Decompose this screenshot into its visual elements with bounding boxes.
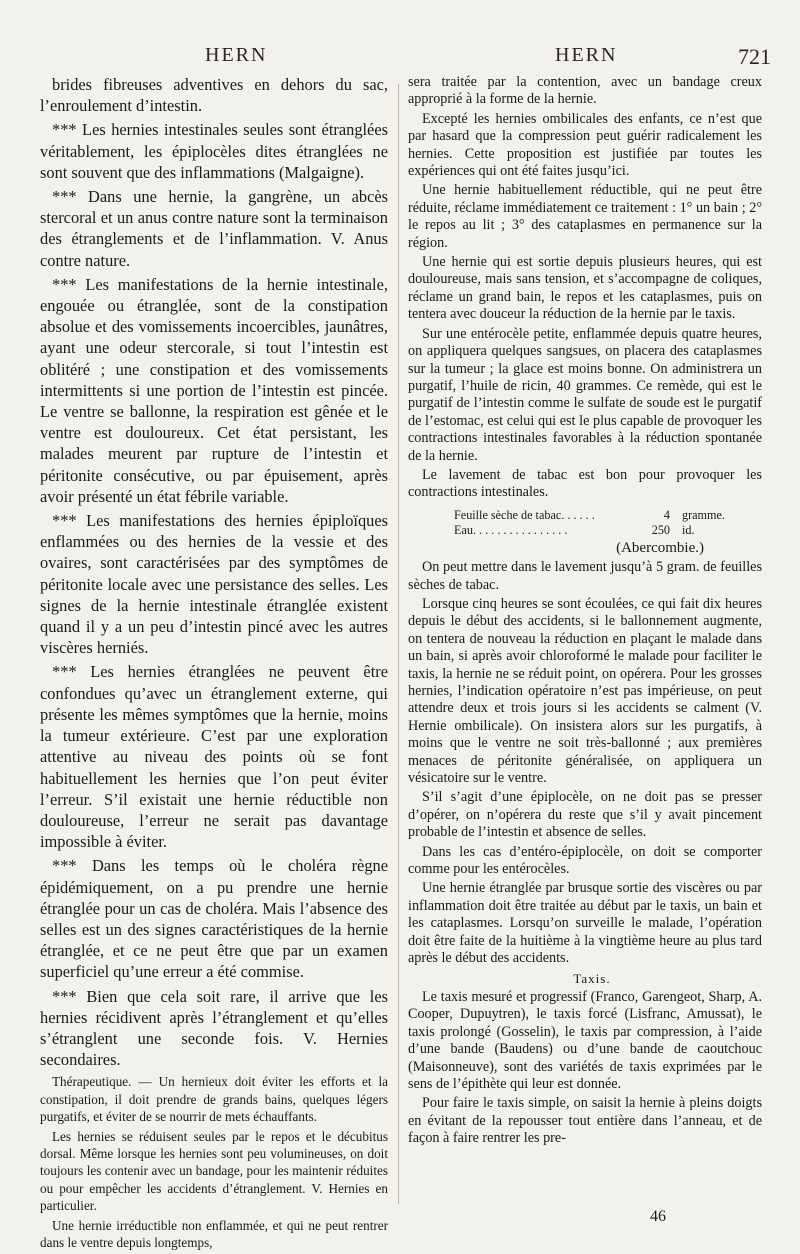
paragraph: Le taxis mesuré et progressif (Franco, Garengeot, Sharp, A. Cooper, Dupuytren), le taxis forcé (Lisfranc, Amussat), le taxis prolongé (Gosselin), le taxis par compression, à l’aide d’une bande (Baudens) ou d’une bande de caoutchouc (Maisonneuve), sont des variétés de taxis exprimées par le sens de l’épithète qui leur est donnée. [408, 988, 762, 1092]
paragraph: On peut mettre dans le lavement jusqu’à 5 gram. de feuilles sèches de tabac. [408, 559, 762, 593]
paragraph: Les hernies se réduisent seules par le repos et le décubitus dorsal. Même lorsque les hernies sont peu volumineuses, on doit toujours les contenir avec un bandage, pour les maintenir réduites ou pour empêcher les accidents d’étranglement. V. Hernies en particulier. [40, 1128, 388, 1213]
paragraph: *** Bien que cela soit rare, il arrive que les hernies récidivent après l’étranglement et qu’elles s’étranglent une seconde fois. V. Hernies secondaires. [40, 986, 388, 1070]
column-divider [398, 84, 399, 1204]
paragraph: Une hernie qui est sortie depuis plusieurs heures, qui est douloureuse, mais sans tension, et s’accompagne de coliques, réclame un grand bain, le repos et les cataplasmes, puis on tentera avec douceur la réduction de la hernie par le taxis. [408, 254, 762, 323]
recipe-attribution: (Abercombie.) [616, 539, 704, 556]
recipe-table [454, 508, 762, 538]
paragraph: *** Dans les temps où le choléra règne épidémiquement, on a pu prendre une hernie étranglée pour un cas de choléra. Mais l’absence des selles est un des signes caractéristiques de la hernie étranglée, et ce ne peut être que par un examen superficiel qu’une erreur a été commise. [40, 856, 388, 982]
paragraph: sera traitée par la contention, avec un bandage creux approprié à la forme de la hernie. [408, 74, 762, 108]
paragraph: Le lavement de tabac est bon pour provoquer les contractions intestinales. [408, 466, 762, 501]
paragraph: Une hernie habituellement réductible, qui ne peut être réduite, réclame immédiatement ce traitement : 1° un bain ; 2° le repos au lit ; 3° des cataplasmes en permanence sur la région. [408, 182, 762, 251]
paragraph: *** Les manifestations des hernies épiploïques enflammées ou des hernies de la vessie et des ovaires, sont caractérisées par des symptômes de péritonite locale avec une persistance des selles. Les signes de la hernie intestinale étranglée existent quand il y a un peu d’intestin pincé avec les autres viscères herniés. [40, 511, 388, 658]
right-column-top [408, 74, 762, 502]
paragraph: Une hernie irréductible non enflammée, et qui ne peut rentrer dans le ventre depuis longtemps, [40, 1217, 388, 1251]
recipe-line [454, 508, 762, 523]
paragraph: brides fibreuses adventives en dehors du sac, l’enroulement d’intestin. [40, 75, 388, 116]
recipe-line [454, 523, 762, 538]
running-head-left: HERN [205, 44, 268, 66]
paragraph: Thérapeutique. — Un hernieux doit éviter les efforts et la constipation, il doit prendre de grands bains, quelques légers purgatifs, et éviter de se nourrir de mets échauffants. [40, 1074, 388, 1124]
recipe-quantity: 250 [651, 522, 670, 537]
paragraph: *** Dans une hernie, la gangrène, un abcès stercoral et un anus contre nature sont la terminaison des étranglements et de l’inflammation. V. Anus contre nature. [40, 187, 388, 270]
right-column-taxis [408, 989, 762, 1148]
paragraph: Sur une entérocèle petite, enflammée depuis quatre heures, on appliquera quelques sangsues, on placera des cataplasmes sur la tumeur ; la glace est moins bonne. On administrera un purgatif, l’huile de ricin, 40 grammes. Ce remède, qui est le purgatif de l’intestin comme le sulfate de soude est le purgatif de l’estomac, est celui qui est le plus capable de provoquer les contractions intestinales favorables à la réduction spontanée de la hernie. [408, 325, 762, 464]
right-column-bottom [408, 559, 762, 967]
section-title-taxis: Taxis. [573, 970, 611, 986]
recipe-unit: gramme. [682, 507, 725, 522]
paragraph: Une hernie étranglée par brusque sortie des viscères ou par inflammation doit être traitée au début par le taxis, un bain et les cataplasmes. Lorsqu’on surveille le malade, l’opération doit être faite de la huitième à la vingtième heure au plus tard après le début des accidents. [408, 880, 762, 967]
paragraph: Lorsque cinq heures se sont écoulées, ce qui fait dix heures depuis le début des accidents, si le ballonnement augmente, on tentera de nouveau la réduction en plaçant le malade dans un bain, si après avoir chloroformé le malade pour faciliter le taxis, la hernie ne se réduit point, on opérera. Pour les grosses hernies, l’indication opératoire n’est pas impérieuse, on peut attendre deux et trois jours si les accidents se calment (V. Hernie ombilicale). On insistera alors sur les purgatifs, à moins que le ventre ne soit très-ballonné ; aux premières menaces de péritonite généralisée, on appliquera un vésicatoire sur le ventre. [408, 595, 762, 787]
paragraph: Pour faire le taxis simple, on saisit la hernie à pleins doigts en évitant de la repousser tout entière dans l’anneau, et de façon à faire rentrer les pre- [408, 1095, 762, 1147]
paragraph: *** Les hernies étranglées ne peuvent être confondues qu’avec un étranglement externe, qui présente les mêmes symptômes que la hernie, moins la tumeur extérieure. C’est par une exploration attentive au niveau des points où se font habituellement les hernies que l’on peut éviter l’erreur. S’il existait une hernie réductible non douloureuse, l’erreur ne serait pas davantage impossible à éviter. [40, 662, 388, 852]
paragraph: Dans les cas d’entéro-épiplocèle, on doit se comporter comme pour les entérocèles. [408, 843, 762, 878]
recipe-quantity: 4 [663, 507, 670, 522]
page-number: 721 [738, 44, 771, 69]
recipe-unit: id. [682, 522, 695, 537]
recipe-ingredient: Feuille sèche de tabac. . . . . . [454, 507, 595, 522]
running-head-right: HERN [555, 44, 618, 66]
right-column [408, 74, 762, 1150]
signature-mark: 46 [650, 1208, 666, 1225]
paragraph: *** Les hernies intestinales seules sont étranglées véritablement, les épiplocèles dites étranglées ne sont souvent que des inflammations (Malgaigne). [40, 120, 388, 182]
paragraph: S’il s’agit d’une épiplocèle, on ne doit pas se presser d’opérer, on n’opérera du reste que s’il y avait pincement probable de l’intestin et absence de selles. [408, 789, 762, 841]
recipe-ingredient: Eau. . . . . . . . . . . . . . . . [454, 522, 568, 537]
paragraph: *** Les manifestations de la hernie intestinale, engouée ou étranglée, sont de la constipation absolue et des vomissements incoercibles, jaunâtres, ayant une odeur stercorale, si tout l’intestin est oblitéré ; une constipation et des vomissements intermittents si une portion de l’intestin est pincée. Le ventre se ballonne, la respiration est gênée et le ventre est douloureux. Cet état persistant, les malades meurent par rupture de l’intestin et péritonite consécutive, ou par épuisement, après avoir présenté un état fébrile variable. [40, 274, 388, 506]
paragraph: Excepté les hernies ombilicales des enfants, ce n’est que par hasard que la compression peut guérir radicalement les hernies. Cette proposition est justifiée par toutes les expériences qui ont été faites jusqu’ici. [408, 110, 762, 180]
left-column [40, 74, 388, 1254]
